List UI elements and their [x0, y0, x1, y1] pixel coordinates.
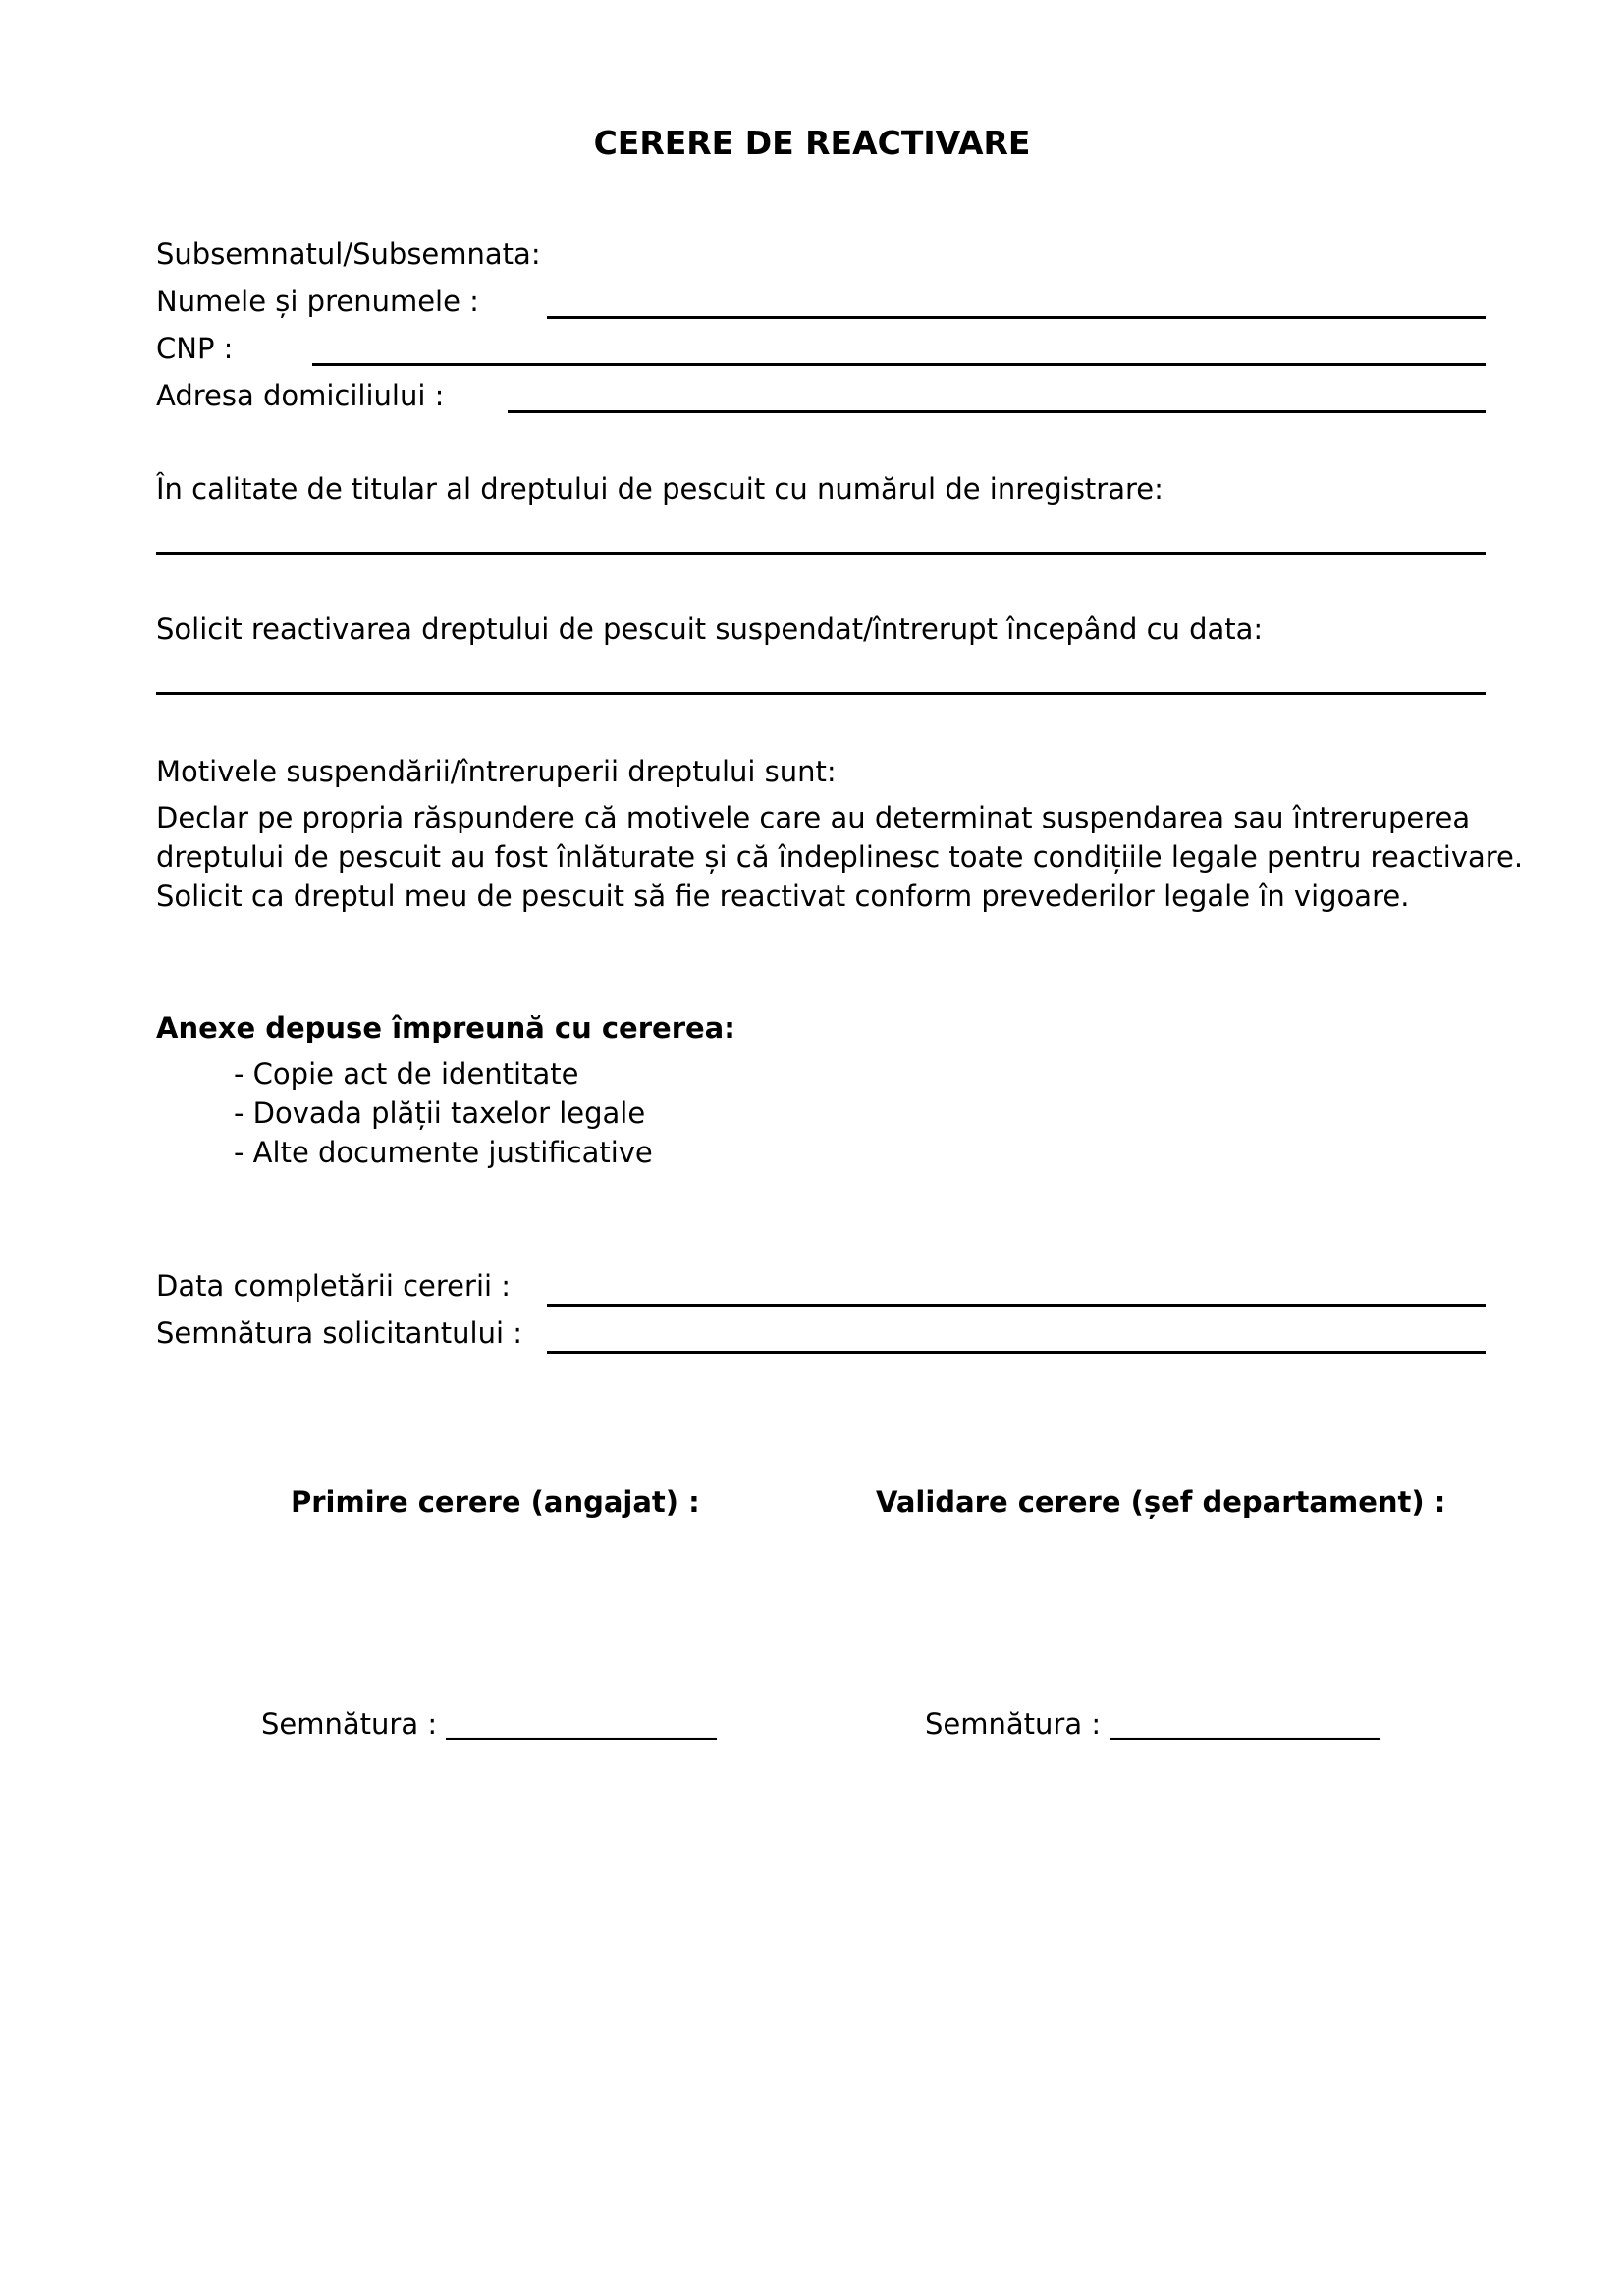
- list-item: - Copie act de identitate: [234, 1057, 579, 1091]
- reactivation-date-line[interactable]: [156, 692, 1486, 695]
- received-heading: Primire cerere (angajat) :: [291, 1485, 700, 1519]
- declaration-line: Declar pe propria răspundere că motivele care au determinat suspendarea sau întreruperea: [156, 801, 1471, 834]
- address-label: Adresa domiciliului :: [156, 379, 445, 412]
- registration-number-line[interactable]: [156, 552, 1486, 555]
- department-head-signature-field[interactable]: Semnătura : ___________________: [925, 1707, 1380, 1740]
- annexes-heading: Anexe depuse împreună cu cererea:: [156, 1011, 735, 1044]
- list-item: - Alte documente justificative: [234, 1136, 653, 1169]
- cnp-label: CNP :: [156, 332, 234, 365]
- request-statement: Solicit reactivarea dreptului de pescuit suspendat/întrerupt începând cu data:: [156, 613, 1264, 646]
- address-field-line[interactable]: [508, 410, 1486, 413]
- completion-date-line[interactable]: [547, 1304, 1486, 1307]
- declaration-paragraph: [156, 798, 1523, 916]
- annexes-list: [234, 1054, 653, 1172]
- document-title: CERERE DE REACTIVARE: [593, 124, 1031, 162]
- name-label: Numele și prenumele :: [156, 285, 479, 318]
- validated-heading: Validare cerere (șef departament) :: [876, 1485, 1446, 1519]
- cnp-field-line[interactable]: [312, 363, 1486, 366]
- declaration-line: Solicit ca dreptul meu de pescuit să fie reactivat conform prevederilor legale în vigoare.: [156, 880, 1410, 913]
- list-item: - Dovada plății taxelor legale: [234, 1096, 646, 1130]
- applicant-signature-label: Semnătura solicitantului :: [156, 1316, 523, 1350]
- reasons-label: Motivele suspendării/întreruperii dreptului sunt:: [156, 755, 837, 788]
- declaration-line: dreptului de pescuit au fost înlăturate și că îndeplinesc toate condițiile legale pentru reactivare.: [156, 840, 1524, 874]
- applicant-intro-label: Subsemnatul/Subsemnata:: [156, 238, 541, 271]
- name-field-line[interactable]: [547, 316, 1486, 319]
- employee-signature-field[interactable]: Semnătura : ___________________: [261, 1707, 717, 1740]
- holder-statement: În calitate de titular al dreptului de pescuit cu numărul de inregistrare:: [156, 472, 1164, 506]
- applicant-signature-line[interactable]: [547, 1351, 1486, 1354]
- completion-date-label: Data completării cererii :: [156, 1269, 512, 1303]
